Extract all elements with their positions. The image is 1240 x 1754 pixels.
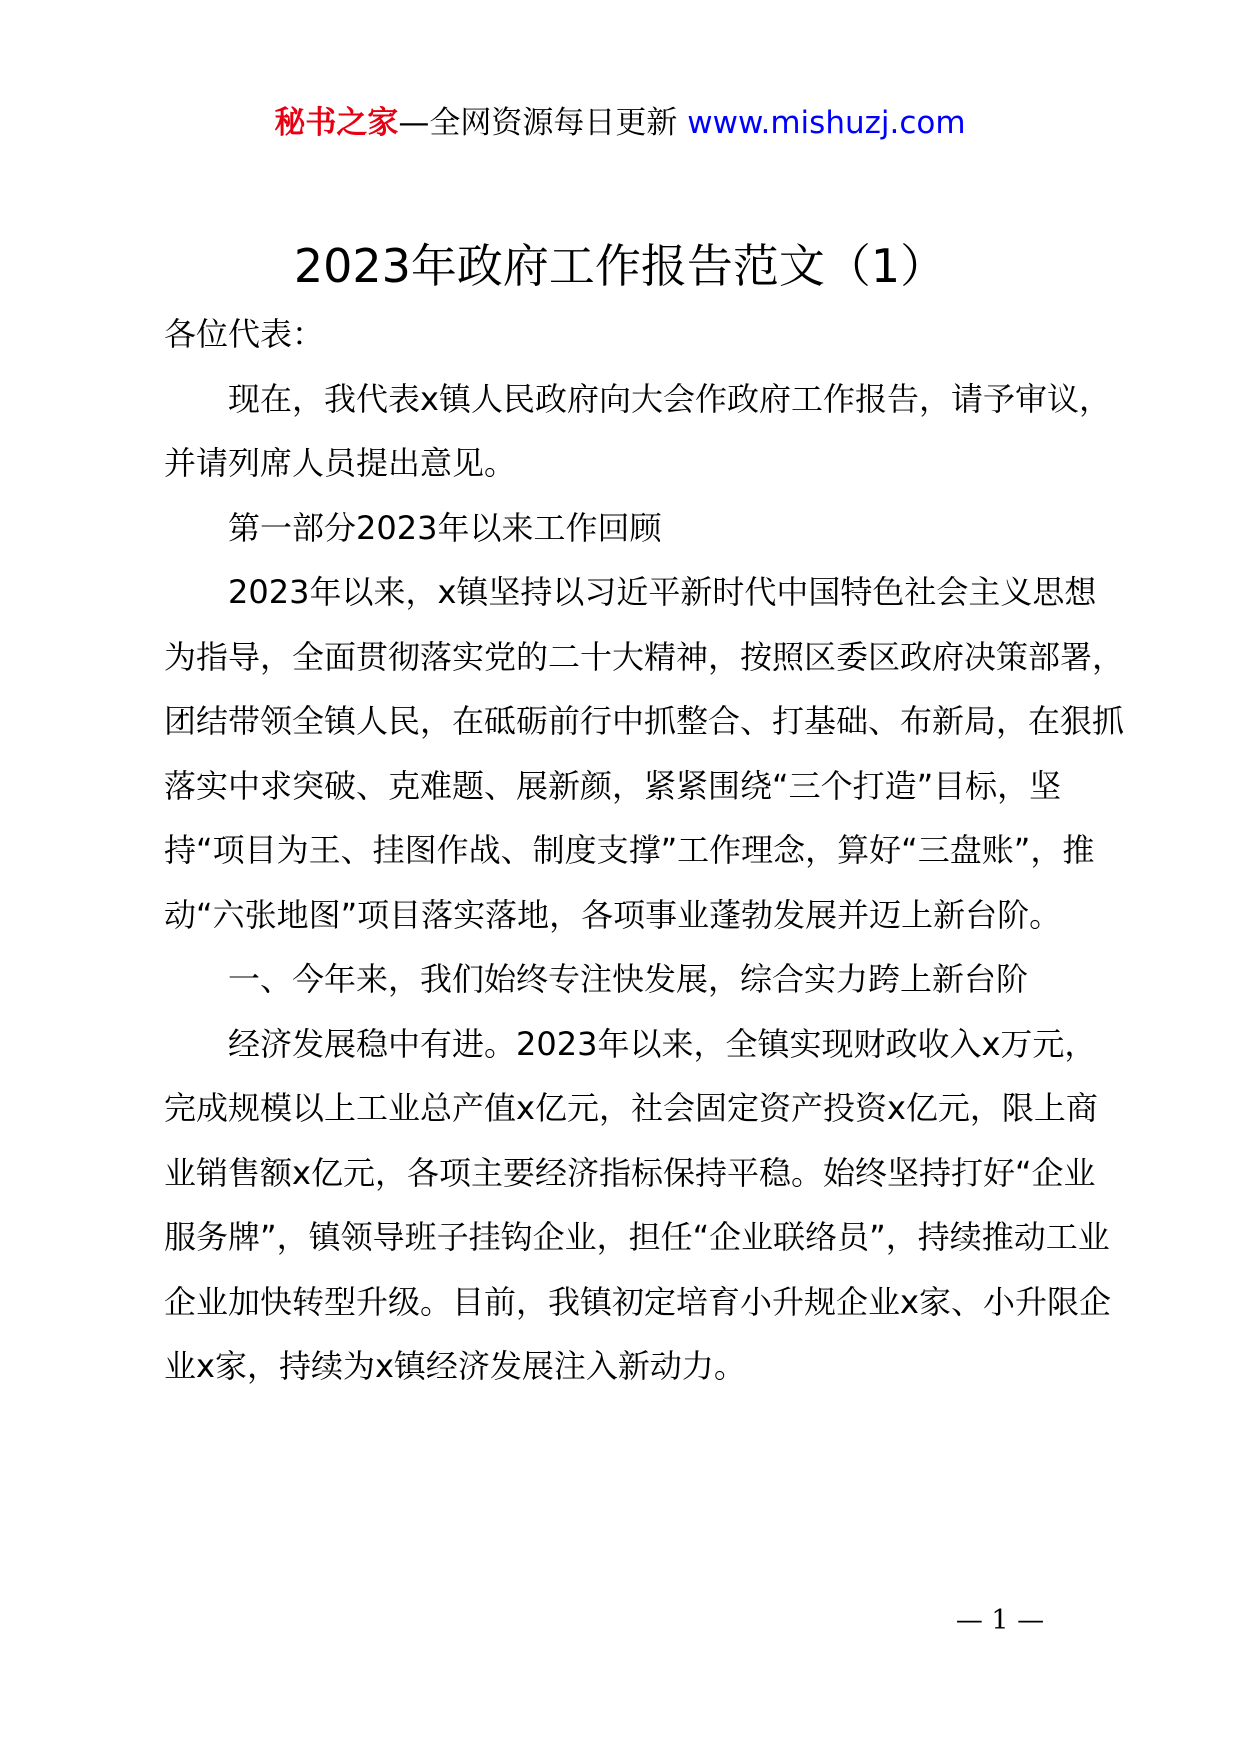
brand-name: 秘书之家 (274, 105, 399, 141)
document-body (164, 302, 1124, 1399)
site-header-banner (0, 98, 1240, 148)
economy-paragraph: 经济发展稳中有进。2023年以来，全镇实现财政收入x万元，完成规模以上工业总产值x亿元，社会固定资产投资x亿元，限上商业销售额x亿元，各项主要经济指标保持平稳。始终坚持打好“企业服务牌”，镇领导班子挂钩企业，担任“企业联络员”，持续推动工业企业加快转型升级。目前，我镇初定培育小升规企业x家、小升限企业x家，持续为x镇经济发展注入新动力。 (164, 1024, 1111, 1385)
page-number: — 1 — (955, 1605, 1045, 1636)
section-heading: 第一部分2023年以来工作回顾 (228, 508, 662, 547)
site-url-link[interactable]: www.mishuzj.com (687, 105, 966, 141)
subsection-heading: 一、今年来，我们始终专注快发展，综合实力跨上新台阶 (228, 960, 1029, 998)
review-paragraph: 2023年以来，x镇坚持以习近平新时代中国特色社会主义思想为指导，全面贯彻落实党的二十大精神，按照区委区政府决策部署，团结带领全镇人民，在砥砺前行中抓整合、打基础、布新局，在狠抓落实中求突破、克难题、展新颜，紧紧围绕“三个打造”目标，坚持“项目为王、挂图作战、制度支撑”工作理念，算好“三盘账”，推动“六张地图”项目落实落地，各项事业蓬勃发展并迈上新台阶。 (164, 573, 1125, 934)
document-title: 2023年政府工作报告范文（1） (293, 239, 947, 293)
salutation: 各位代表： (164, 315, 325, 353)
intro-paragraph: 现在，我代表x镇人民政府向大会作政府工作报告，请予审议，并请列席人员提出意见。 (164, 379, 1111, 482)
header-tagline: —全网资源每日更新 (398, 105, 678, 141)
